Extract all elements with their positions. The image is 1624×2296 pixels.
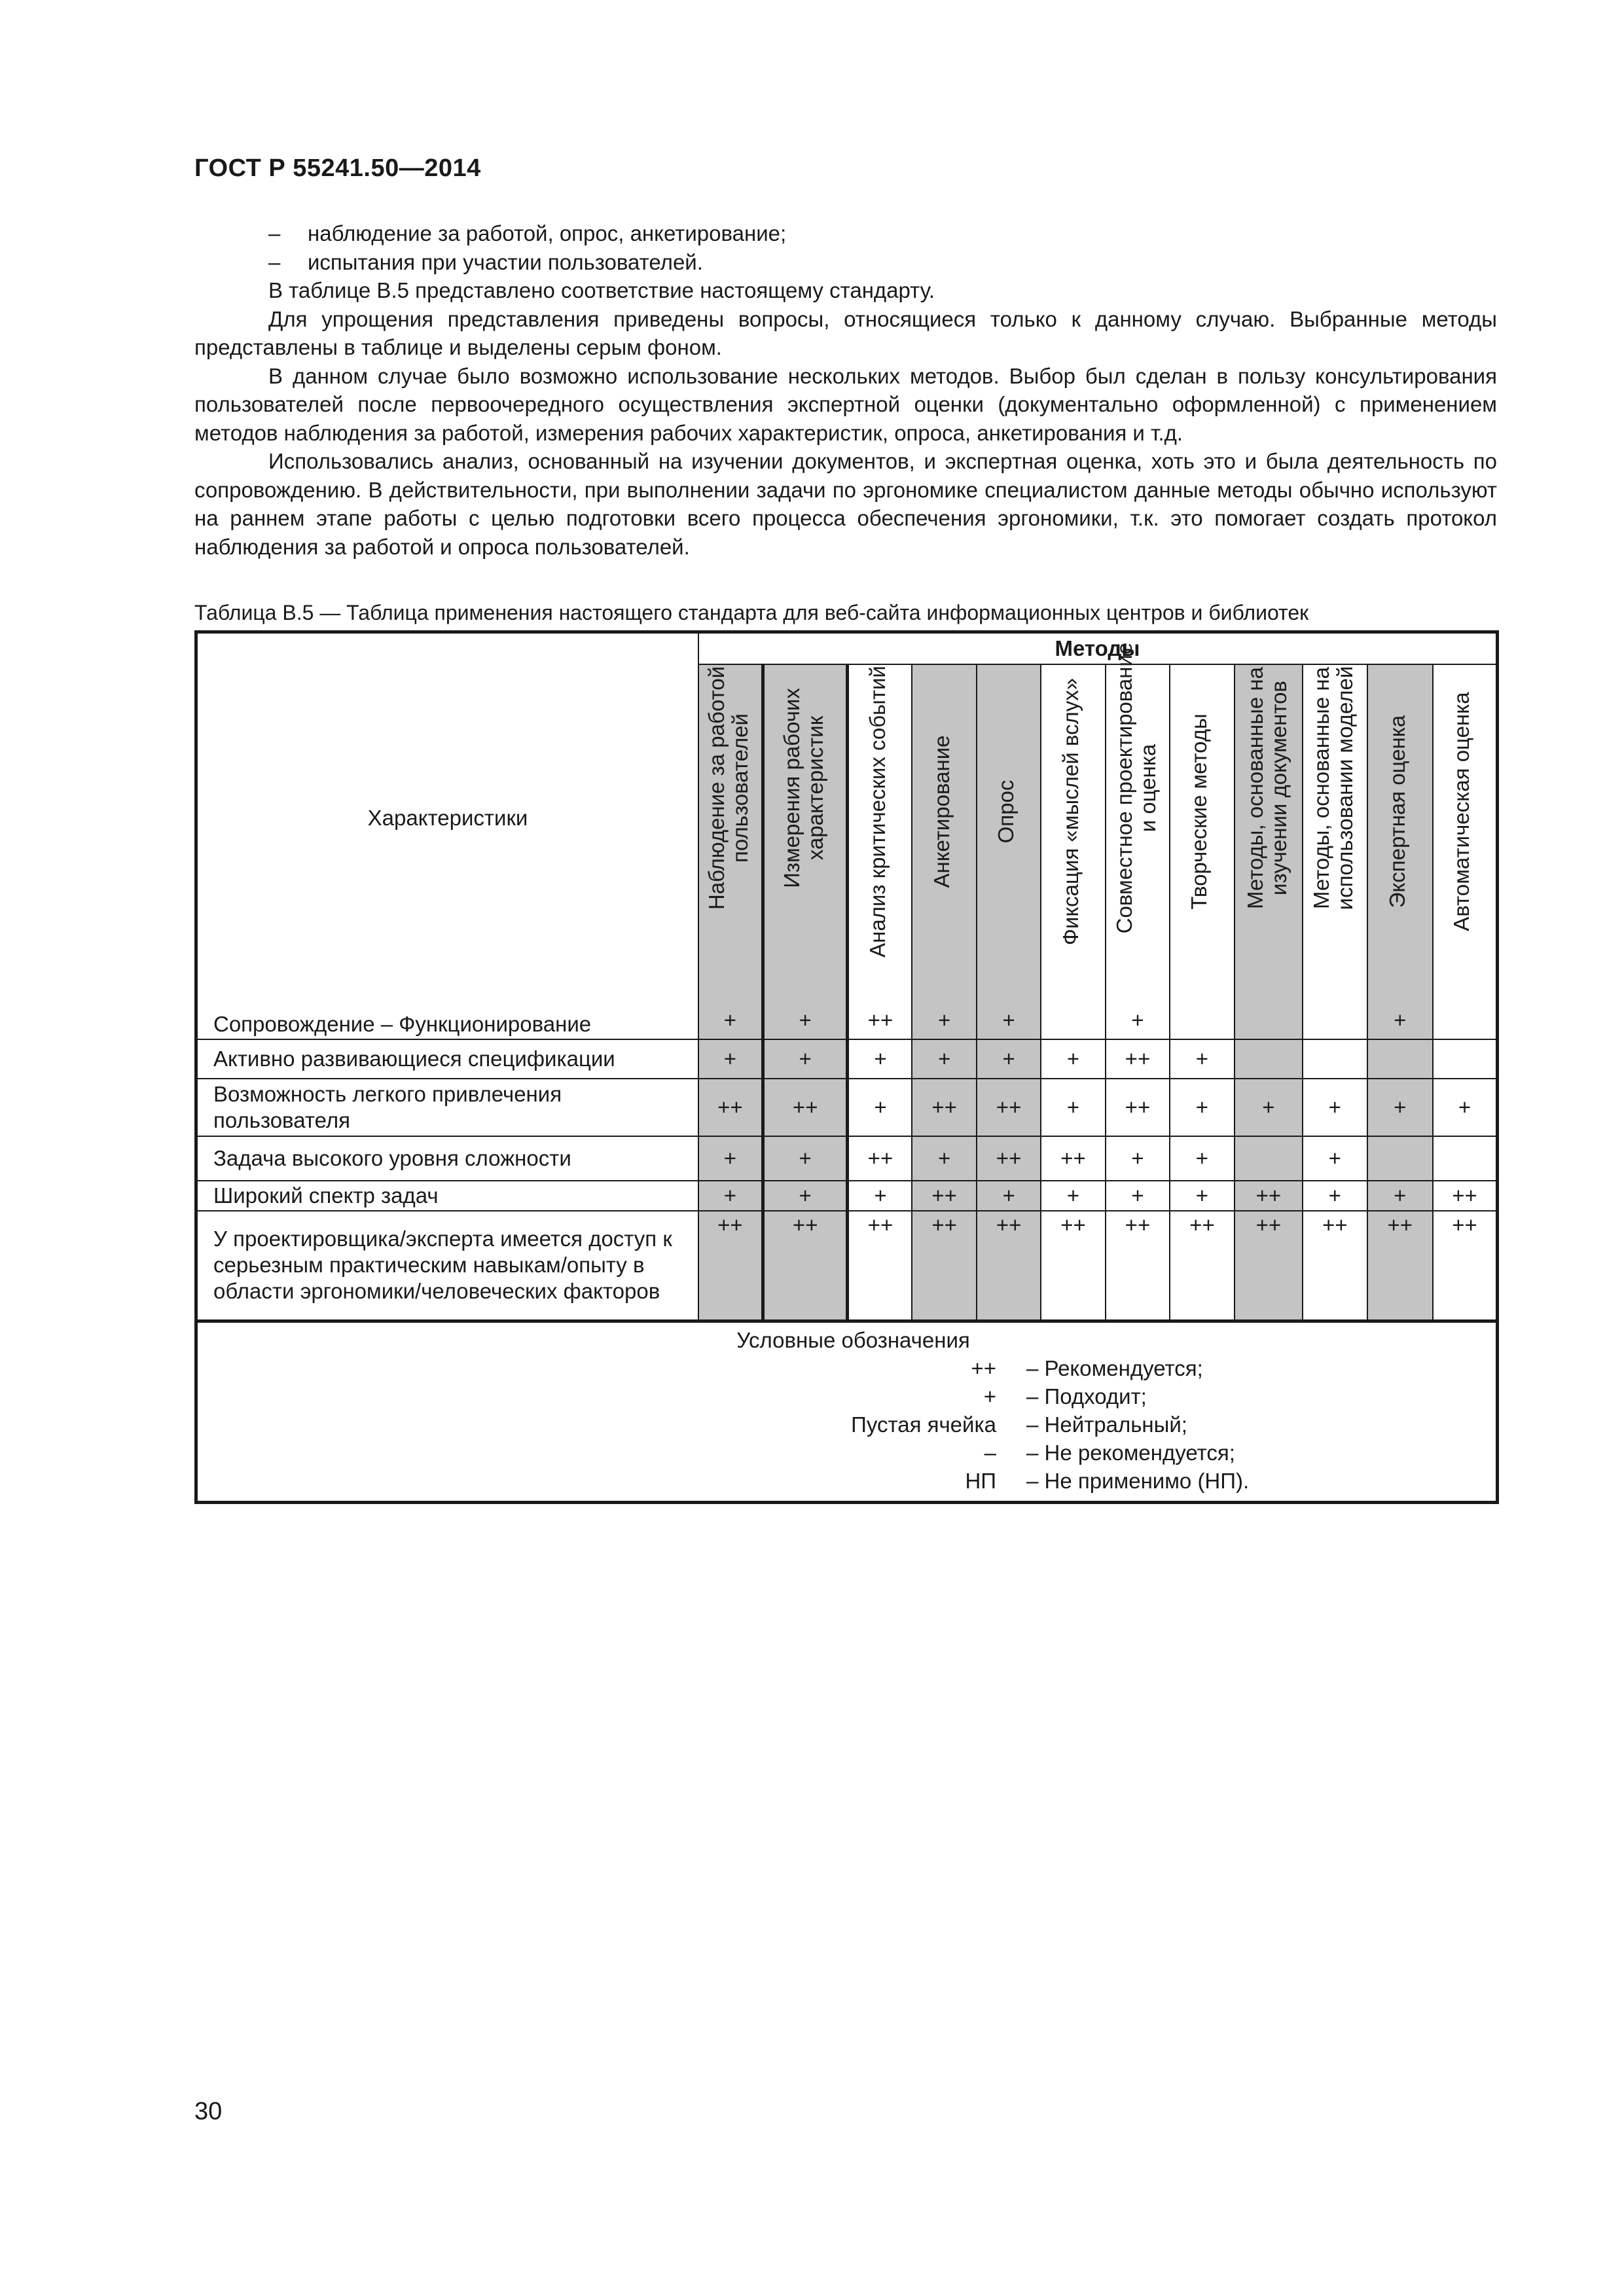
method-header: Экспертная оценка [1367, 664, 1433, 1002]
table-cell: + [1106, 1181, 1170, 1211]
table-cell: + [1367, 1002, 1433, 1039]
table-cell [1303, 1002, 1367, 1039]
intro-text [194, 219, 1497, 561]
table-cell: ++ [1106, 1039, 1170, 1079]
table-cell: + [977, 1181, 1041, 1211]
table-cell: + [1433, 1079, 1498, 1136]
legend-row [196, 1321, 1498, 1502]
table-cell [1170, 1002, 1234, 1039]
paragraph: Использовались анализ, основанный на изучении документов, и экспертная оценка, хоть это и была деятельность по сопровождению. В действительности, при выполнении задачи по эргономике специалистом данные методы обычно используют на раннем этапе работы с целью подготовки всего процесса обеспечения эргономики, т.к. это помогает создать протокол наблюдения за работой и опроса пользователей. [194, 449, 1497, 559]
table-cell: ++ [977, 1136, 1041, 1181]
table-cell: ++ [698, 1211, 763, 1321]
table-cell: ++ [698, 1079, 763, 1136]
table-cell: ++ [1367, 1211, 1433, 1321]
legend-item [198, 1356, 996, 1384]
table-cell: + [763, 1002, 848, 1039]
table-cell: + [1303, 1079, 1367, 1136]
table-cell: ++ [848, 1211, 912, 1321]
legend-desc: – Не рекомендуется; [1026, 1440, 1235, 1465]
method-header: Автоматическая оценка [1433, 664, 1498, 1002]
legend-symbol: – [984, 1440, 996, 1465]
table-cell: + [848, 1079, 912, 1136]
table-cell: + [1367, 1181, 1433, 1211]
paragraph: Для упрощения представления приведены вопросы, относящиеся только к данному случаю. Выбранные методы представлены в таблице и выделены серым фоном. [194, 306, 1497, 359]
legend-symbol: Пустая ячейка [851, 1412, 996, 1437]
method-header: Совместное проектирование и оценка [1106, 664, 1170, 1002]
table-cell: + [1106, 1002, 1170, 1039]
table-cell: ++ [912, 1181, 976, 1211]
method-header: Измерения рабочих характеристик [763, 664, 848, 1002]
legend-item [198, 1412, 996, 1441]
table-cell: + [698, 1002, 763, 1039]
table-caption: Таблица В.5 — Таблица применения настоящего стандарта для веб-сайта информационных центров и библиотек [194, 601, 1309, 624]
table-cell: ++ [1235, 1181, 1303, 1211]
table-cell: ++ [977, 1211, 1041, 1321]
table-row [196, 1039, 1498, 1079]
table-cell: ++ [912, 1211, 976, 1321]
table-cell: + [698, 1181, 763, 1211]
table-cell: ++ [848, 1002, 912, 1039]
row-label: Широкий спектр задач [196, 1181, 698, 1211]
table-cell: + [1170, 1181, 1234, 1211]
table-cell: + [763, 1136, 848, 1181]
row-label: Активно развивающиеся спецификации [196, 1039, 698, 1079]
list-item: – наблюдение за работой, опрос, анкетирование; [268, 221, 787, 245]
table-cell: + [912, 1002, 976, 1039]
table-cell: + [848, 1181, 912, 1211]
legend-desc: – Нейтральный; [1026, 1412, 1187, 1437]
table-cell: ++ [1106, 1211, 1170, 1321]
table-cell: + [1170, 1136, 1234, 1181]
table-cell [1367, 1136, 1433, 1181]
method-header: Опрос [977, 664, 1041, 1002]
method-header: Методы, основанные на изучении документов [1235, 664, 1303, 1002]
row-label: Возможность легкого привлечения пользователя [196, 1079, 698, 1136]
table-row [196, 1002, 1498, 1039]
table-cell: ++ [1303, 1211, 1367, 1321]
table-cell: + [763, 1039, 848, 1079]
table-cell: ++ [763, 1079, 848, 1136]
list-item: – испытания при участии пользователей. [268, 249, 703, 274]
method-header: Творческие методы [1170, 664, 1234, 1002]
table-row [196, 1136, 1498, 1181]
table-row [196, 1079, 1498, 1136]
table-cell: + [1170, 1079, 1234, 1136]
legend-title: Условные обозначения [736, 1327, 970, 1352]
legend-desc: – Подходит; [1026, 1384, 1147, 1408]
table-cell: + [977, 1002, 1041, 1039]
method-header: Наблюдение за работой пользователей [698, 664, 763, 1002]
legend [196, 1321, 1498, 1502]
table-cell: ++ [848, 1136, 912, 1181]
document-header: ГОСТ Р 55241.50—2014 [194, 154, 481, 182]
table-cell: ++ [977, 1079, 1041, 1136]
table-cell [1433, 1136, 1498, 1181]
table-cell: ++ [1170, 1211, 1234, 1321]
methods-table [194, 630, 1499, 1504]
table-cell: ++ [1433, 1211, 1498, 1321]
table-row [196, 1181, 1498, 1211]
table-cell: ++ [1433, 1181, 1498, 1211]
row-label: У проектировщика/эксперта имеется доступ к серьезным практическим навыкам/опыту в области эргономики/человеческих факторов [196, 1211, 698, 1321]
table-cell: ++ [1041, 1136, 1105, 1181]
legend-item [198, 1441, 996, 1469]
characteristics-header: Характеристики [196, 632, 698, 1003]
table-cell: + [1235, 1079, 1303, 1136]
row-label: Сопровождение – Функционирование [196, 1002, 698, 1039]
table-cell: + [912, 1136, 976, 1181]
table-cell: + [1041, 1039, 1105, 1079]
methods-header: Методы [698, 632, 1498, 665]
method-header: Фиксация «мыслей вслух» [1041, 664, 1105, 1002]
legend-desc: – Не применимо (НП). [1026, 1468, 1250, 1493]
table-cell [1041, 1002, 1105, 1039]
table-cell: + [698, 1136, 763, 1181]
table-cell: + [1106, 1136, 1170, 1181]
page-number: 30 [194, 2098, 223, 2125]
table-cell: + [1170, 1039, 1234, 1079]
table-cell: + [1367, 1079, 1433, 1136]
table-cell [1235, 1002, 1303, 1039]
paragraph: В таблице В.5 представлено соответствие настоящему стандарту. [268, 278, 935, 302]
table-cell: + [848, 1039, 912, 1079]
table-cell: ++ [912, 1079, 976, 1136]
method-header: Анкетирование [912, 664, 976, 1002]
table-cell: + [1303, 1181, 1367, 1211]
table-cell [1235, 1136, 1303, 1181]
table-cell [1433, 1002, 1498, 1039]
table-cell: ++ [1106, 1079, 1170, 1136]
table-cell [1235, 1039, 1303, 1079]
table-cell [1303, 1039, 1367, 1079]
table-cell: + [763, 1181, 848, 1211]
legend-symbol: ++ [971, 1355, 996, 1380]
table-row [196, 1211, 1498, 1321]
table-cell: + [1041, 1079, 1105, 1136]
table-cell [1367, 1039, 1433, 1079]
table-cell: + [912, 1039, 976, 1079]
legend-item [198, 1469, 996, 1497]
method-header: Методы, основанные на использовании моделей [1303, 664, 1367, 1002]
table-cell [1433, 1039, 1498, 1079]
row-label: Задача высокого уровня сложности [196, 1136, 698, 1181]
table-cell: + [1041, 1181, 1105, 1211]
legend-desc: – Рекомендуется; [1026, 1355, 1203, 1380]
method-header: Анализ критических событий [848, 664, 912, 1002]
table-cell: ++ [1041, 1211, 1105, 1321]
paragraph: В данном случае было возможно использование нескольких методов. Выбор был сделан в пользу консультирования пользователей после первоочередного осуществления экспертной оценки (документально оформленной) с применением методов наблюдения за работой, измерения рабочих характеристик, опроса, анкетирования и т.д. [194, 363, 1497, 445]
table-cell: ++ [763, 1211, 848, 1321]
table-cell: + [1303, 1136, 1367, 1181]
legend-symbol: + [983, 1384, 996, 1408]
legend-symbol: НП [965, 1468, 996, 1493]
table-cell: + [698, 1039, 763, 1079]
table-cell: + [977, 1039, 1041, 1079]
table-cell: ++ [1235, 1211, 1303, 1321]
legend-item [198, 1384, 996, 1412]
